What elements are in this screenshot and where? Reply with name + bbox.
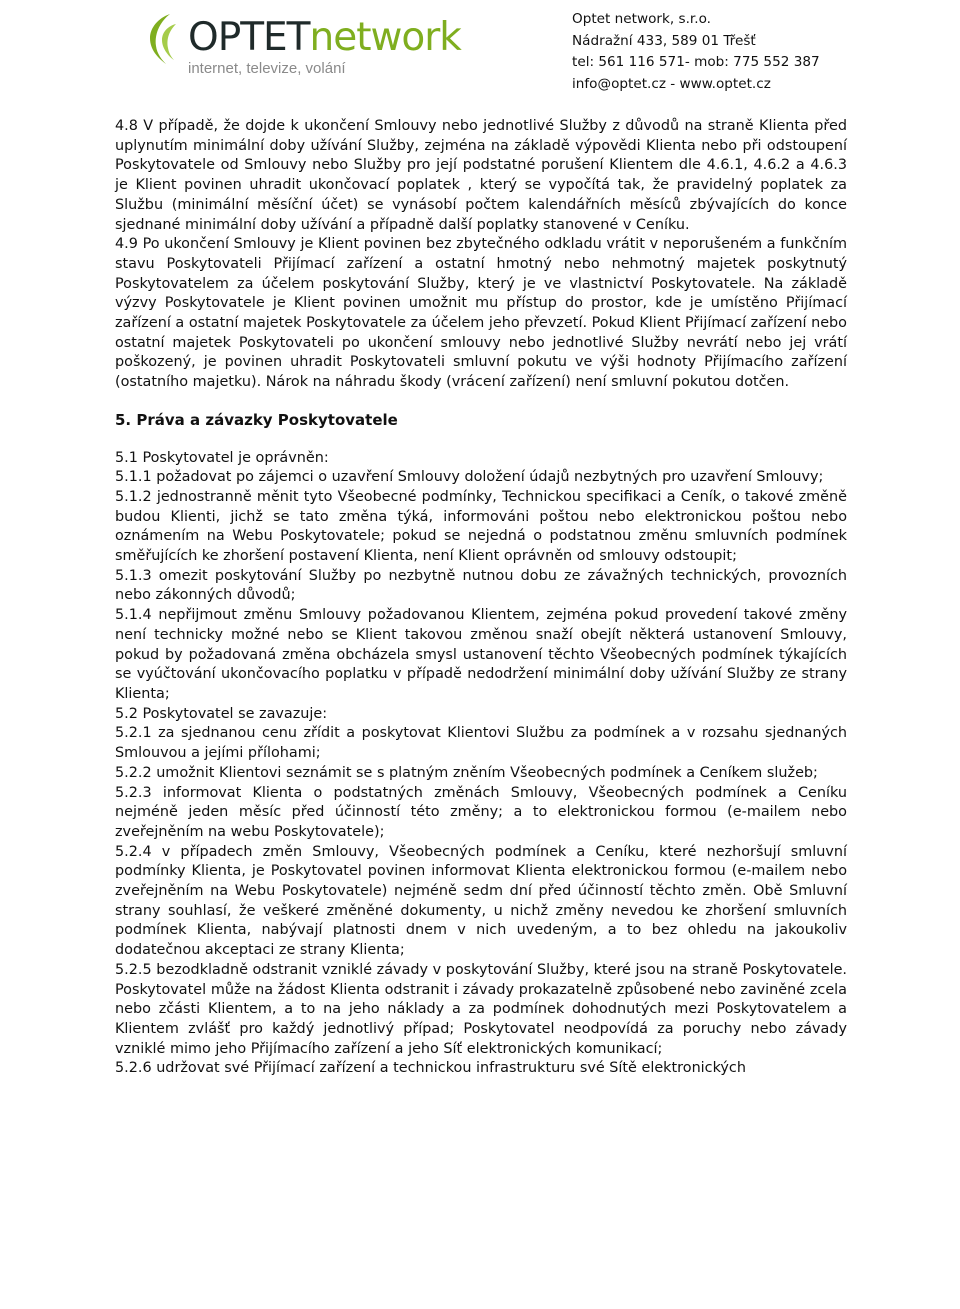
paragraph-4-9: 4.9 Po ukončení Smlouvy je Klient povinen bez zbytečného odkladu vrátit v neporušeném a funkčním stavu Poskytovateli Přijímací zařízení a ostatní hmotný nebo nehmotný majetek poskytnutý Poskytovatelem za účelem poskytování Služby, který je ve vlastnictví Poskytovatele. Na základě výzvy Poskytovatele je Klient povinen umožnit mu přístup do prostor, kde je umístěno Přijímací zařízení a ostatní majetek Poskytovatele za účelem jeho převzetí. Pokud Klient Přijímací zařízení nebo ostatní majetek Poskytovateli po ukončení smlouvy nebo jednotlivé Služby nevrátí nebo jej vrátí poškozený, je povinen uhradit Poskytovateli smluvní pokutu ve výši hodnoty Přijímacího zařízení (ostatního majetku). Nárok na náhradu škody (vrácení zařízení) není smluvní pokutou dotčen. — [115, 236, 847, 391]
paragraph-4-8: 4.8 V případě, že dojde k ukončení Smlouvy nebo jednotlivé Služby z důvodů na straně Klienta před uplynutím minimální doby užívání Služby, zejména na základě výpovědi Klienta nebo při odstoupení Poskytovatele od Smlouvy nebo Služby pro její podstatné porušení Klientem dle 4.6.1, 4.6.2 a 4.6.3 je Klient povinen uhradit ukončovací poplatek , který se vypočítá tak, že pravidelný poplatek za Službu (minimální měsíční účet) se vynásobí počtem kalendářních měsíců zbývajících do konce sjednané minimální doby užívání a případně další poplatky stanovené v Ceníku. — [115, 118, 847, 233]
brand-name-part1: OPTET — [188, 15, 310, 60]
brand-name — [188, 15, 461, 60]
document-body — [115, 117, 847, 1079]
paragraph-5-2: 5.2 Poskytovatel se zavazuje: — [115, 705, 328, 722]
company-address: Nádražní 433, 589 01 Třešť — [572, 32, 756, 49]
paragraph-5-1-1: 5.1.1 požadovat po zájemci o uzavření Smlouvy doložení údajů nezbytných pro uzavření Smlouvy; — [115, 469, 824, 486]
section-5-title: 5. Práva a závazky Poskytovatele — [115, 410, 398, 429]
paragraph-5-2-4: 5.2.4 v případech změn Smlouvy, Všeobecných podmínek a Ceníku, které nezhoršují smluvní podmínky Klienta, je Poskytovatel povinen informovat Klienta elektronickou formou (e-mailem nebo zveřejněním na Webu Poskytovatele) nejméně sedm dní před účinností těchto změn. Obě Smluvní strany souhlasí, že veškeré změněné dokumenty, u nichž změny nevedou ke zhoršení smluvních podmínek Klienta, nabývají platnosti dnem v nich uvedeným, a to bez ohledu na jakoukoliv dodatečnou akceptaci ze strany Klienta; — [115, 843, 847, 959]
brand-tagline: internet, televize, volání — [188, 60, 346, 77]
paragraph-5-2-1: 5.2.1 za sjednanou cenu zřídit a poskytovat Klientovi Službu za podmínek a v rozsahu sjednaných Smlouvou a jejími přílohami; — [115, 725, 847, 762]
company-email-web: info@optet.cz - www.optet.cz — [572, 75, 771, 92]
optet-logo — [140, 4, 460, 94]
company-name: Optet network, s.r.o. — [572, 11, 711, 27]
paragraph-5-2-5: 5.2.5 bezodkladně odstranit vzniklé závady v poskytování Služby, které jsou na straně Poskytovatele. Poskytovatel může na žádost Klienta odstranit i závady prokazatelně způsobené nebo zaviněné zcela nebo zčásti Klientem, a to na jeho náklady a za podmínek dohodnutých mezi Poskytovatelem a Klientem zvlášť pro každý jednotlivý případ; Poskytovatel neodpovídá za poruchy nebo závady vzniklé mimo jeho Přijímacího zařízení a jeho Síť elektronických komunikací; — [115, 961, 847, 1057]
paragraph-5-1-4: 5.1.4 nepřijmout změnu Smlouvy požadovanou Klientem, zejména pokud provedení takové změny není technicky možné nebo se Klient takovou změnou snaží obejít některá ustanovení Smlouvy, pokud by požadovaná změna obcházela smysl ustanovení těchto Všeobecných podmínek týkajících se vyúčtování ukončovacího poplatku v případě nedodržení minimální doby užívání Služby ze strany Klienta; — [115, 607, 847, 702]
company-phones: tel: 561 116 571- mob: 775 552 387 — [572, 54, 820, 70]
logo-mark-icon — [140, 10, 186, 70]
paragraph-5-2-2: 5.2.2 umožnit Klientovi seznámit se s platným zněním Všeobecných podmínek a Ceníkem služeb; — [115, 764, 818, 781]
paragraph-5-1-2: 5.1.2 jednostranně měnit tyto Všeobecné podmínky, Technickou specifikaci a Ceník, o takové změně budou Klienti, jichž se tato změna týká, informováni poštou nebo elektronickou poštou nebo oznámením na Webu Poskytovatele; pokud se nejedná o podstatnou změnu smluvních podmínek směřujících ke zhoršení postavení Klienta, není Klient oprávněn od smlouvy odstoupit; — [115, 488, 847, 565]
page-header — [0, 0, 960, 105]
brand-name-part2: network — [309, 15, 461, 60]
paragraph-5-1-3: 5.1.3 omezit poskytování Služby po nezbytně nutnou dobu ze závažných technických, provozních nebo zákonných důvodů; — [115, 567, 847, 604]
paragraph-5-2-6: 5.2.6 udržovat své Přijímací zařízení a technickou infrastrukturu své Sítě elektronických — [115, 1060, 746, 1077]
contact-block — [572, 9, 820, 95]
paragraph-5-1: 5.1 Poskytovatel je oprávněn: — [115, 449, 329, 466]
paragraph-5-2-3: 5.2.3 informovat Klienta o podstatných změnách Smlouvy, Všeobecných podmínek a Ceníku nejméně jeden měsíc před účinností této změny; a to elektronickou formou (e-mailem nebo zveřejněním na webu Poskytovatele); — [115, 784, 847, 840]
